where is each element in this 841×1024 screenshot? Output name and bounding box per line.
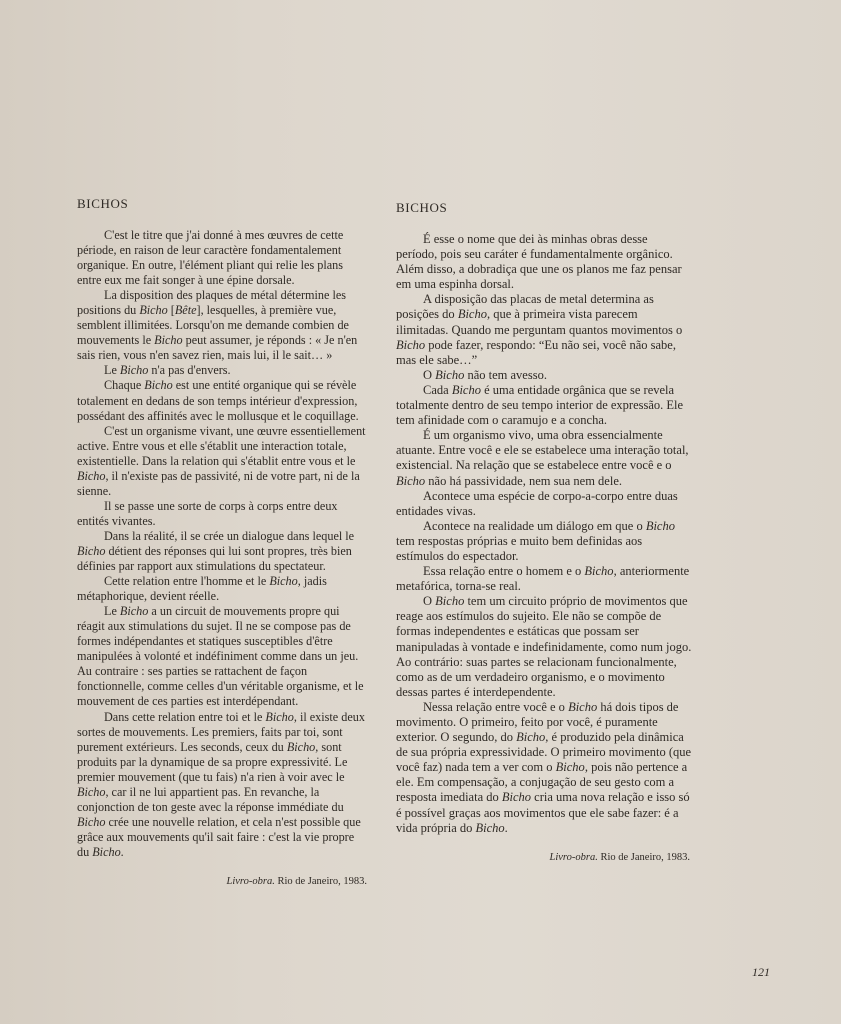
paragraph: Chaque Bicho est une entité organique qui se révèle totalement en dedans de son temps intérieur d'expression, possédant des affinités avec le mollusque et le coquillage. — [77, 378, 359, 423]
paragraph: O Bicho não tem avesso. — [423, 367, 547, 382]
italic-term: Bicho — [396, 473, 426, 488]
italic-term: Bicho — [396, 337, 426, 352]
french-source — [77, 876, 369, 887]
paragraph: Le Bicho n'a pas d'envers. — [104, 363, 231, 378]
portuguese-source-work: Livro-obra. — [549, 851, 598, 863]
paragraph: C'est le titre que j'ai donné à mes œuvres de cette période, en raison de leur caractère fondamentalement organique. En outre, l'élément pliant qui relie les plans entre eux me fait songer à une épine dorsale. — [77, 228, 344, 288]
paragraph: A disposição das placas de metal determina as posições do Bicho, que à primeira vista parecem ilimitadas. Quando me perguntam quantos movimentos o Bicho pode fazer, respondo: “Eu não sei, você não sabe, mas ele sabe…” — [396, 292, 683, 367]
paragraph: La disposition des plaques de métal détermine les positions du Bicho [Bête], lesquelles, à première vue, semblent illimitées. Lorsqu'on me demande combien de mouvements le Bicho peut assumer, je réponds : « Je n'en sais rien, vous n'en savez rien, mais lui, il le sait… » — [77, 288, 358, 363]
italic-term: Bicho — [568, 699, 598, 714]
italic-term: Bicho — [139, 303, 168, 318]
italic-term: Bicho — [77, 543, 106, 558]
italic-term: Bicho — [119, 363, 149, 378]
portuguese-body — [396, 232, 692, 836]
italic-term: Bicho — [435, 594, 465, 609]
french-column — [77, 196, 369, 887]
paragraph: Essa relação entre o homem e o Bicho, anteriormente metafórica, torna-se real. — [396, 564, 690, 594]
italic-term: Bicho — [435, 367, 465, 382]
paragraph: Acontece uma espécie de corpo-a-corpo entre duas entidades vivas. — [396, 488, 678, 518]
paragraph: Cette relation entre l'homme et le Bicho, jadis métaphorique, devient réelle. — [77, 574, 327, 604]
paragraph: C'est un organisme vivant, une œuvre essentiellement active. Entre vous et elle s'établit une interaction totale, existentielle. Dans la relation qui s'établit entre vous et le Bicho, il n'existe pas de passivité, ni de votre part, ni de la sienne. — [77, 423, 366, 498]
italic-term: Bicho — [92, 844, 121, 859]
italic-term: Bicho — [516, 730, 546, 745]
italic-term: Bicho — [645, 518, 675, 533]
french-title: BICHOS — [77, 196, 129, 211]
italic-term: Bicho — [154, 333, 183, 348]
french-source-work: Livro-obra. — [226, 875, 275, 887]
italic-term: Bicho — [555, 760, 585, 775]
paragraph: É um organismo vivo, uma obra essencialmente atuante. Entre você e ele se estabelece uma interação total, existencial. Na relação que se estabelece entre você e o Bicho não há passividade, nem sua nem dele. — [396, 428, 689, 488]
italic-term: Bicho — [501, 790, 532, 805]
italic-term: Bicho — [451, 382, 481, 397]
italic-term: Bicho — [119, 604, 149, 619]
italic-term: Bicho — [77, 814, 106, 829]
portuguese-column — [396, 200, 692, 863]
italic-term: Bicho — [77, 784, 106, 799]
portuguese-title: BICHOS — [396, 200, 448, 215]
paragraph: Acontece na realidade um diálogo em que o Bicho tem respostas próprias e muito bem definidas aos estímulos do espectador. — [396, 518, 675, 563]
paragraph: Dans cette relation entre toi et le Bicho, il existe deux sortes de mouvements. Les premiers, faits par toi, sont purement extérieurs. Les seconds, ceux du Bicho, sont produits par la dynamique de sa propre expressivité. Le premier mouvement (que tu fais) n'a rien à voir avec le Bicho, car il ne lui appartient pas. En revanche, la conjonction de ton geste avec la réponse immédiate du Bicho crée une nouvelle relation, et cela n'est possible que grâce aux mouvements qu'il sait faire : c'est la vie propre du Bicho. — [77, 709, 365, 859]
french-body — [77, 228, 369, 860]
page-number: 121 — [752, 965, 770, 979]
italic-term: Bicho — [77, 468, 106, 483]
italic-term: Bicho — [265, 709, 294, 724]
paragraph: É esse o nome que dei às minhas obras desse período, pois seu caráter é fundamentalmente orgânico. Além disso, a dobradiça que une os planos me faz pensar em uma espinha dorsal. — [396, 232, 682, 292]
paragraph: Dans la réalité, il se crée un dialogue dans lequel le Bicho détient des réponses qui lui sont propres, très bien définies par rapport aux stimulations du spectateur. — [77, 528, 355, 574]
italic-term: Bicho — [475, 820, 505, 835]
portuguese-source-place-date: Rio de Janeiro, 1983. — [597, 851, 690, 863]
paragraph: Cada Bicho é uma entidade orgânica que se revela totalmente dentro de seu tempo interior de expressão. Ele tem afinidade com o caramujo e a concha. — [396, 382, 684, 428]
italic-term: Bicho — [286, 739, 316, 754]
portuguese-source — [396, 852, 692, 863]
french-source-place-date: Rio de Janeiro, 1983. — [274, 875, 367, 887]
paragraph: O Bicho tem um circuito próprio de movimentos que reage aos estímulos do sujeito. Ele não se compõe de formas independentes e estáticas que possam ser manipuladas à vontade e indefinidamente, como num jogo. Ao contrário: suas partes se relacionam funcionalmente, como as de um verdadeiro organismo, e o movimento dessas partes é interdependente. — [396, 594, 692, 699]
paragraph: Nessa relação entre você e o Bicho há dois tipos de movimento. O primeiro, feito por você, é puramente exterior. O segundo, do Bicho, é produzido pela dinâmica de sua própria expressividade. O primeiro movimento (que você faz) nada tem a ver com o Bicho, pois não pertence a ele. Em compensação, a conjugação de seu gesto com a resposta imediata do Bicho cria uma nova relação e isso só é possível graças aos movimentos que ele sabe fazer: é a vida própria do Bicho. — [396, 699, 692, 835]
italic-term: Bête — [174, 303, 197, 318]
paragraph: Il se passe une sorte de corps à corps entre deux entités vivantes. — [77, 498, 338, 528]
paragraph: Le Bicho a un circuit de mouvements propre qui réagit aux stimulations du sujet. Il ne se compose pas de formes indépendantes et statiques susceptibles d'être manipulées à volonté et indéfiniment comme dans un jeu. Au contraire : ses parties se rattachent de façon fonctionnelle, comme celles d'un véritable organisme, et le mouvement de ces parties est interdépendant. — [77, 604, 364, 709]
italic-term: Bicho — [144, 378, 173, 393]
italic-term: Bicho — [457, 307, 487, 322]
italic-term: Bicho — [584, 564, 614, 579]
italic-term: Bicho — [269, 574, 298, 589]
